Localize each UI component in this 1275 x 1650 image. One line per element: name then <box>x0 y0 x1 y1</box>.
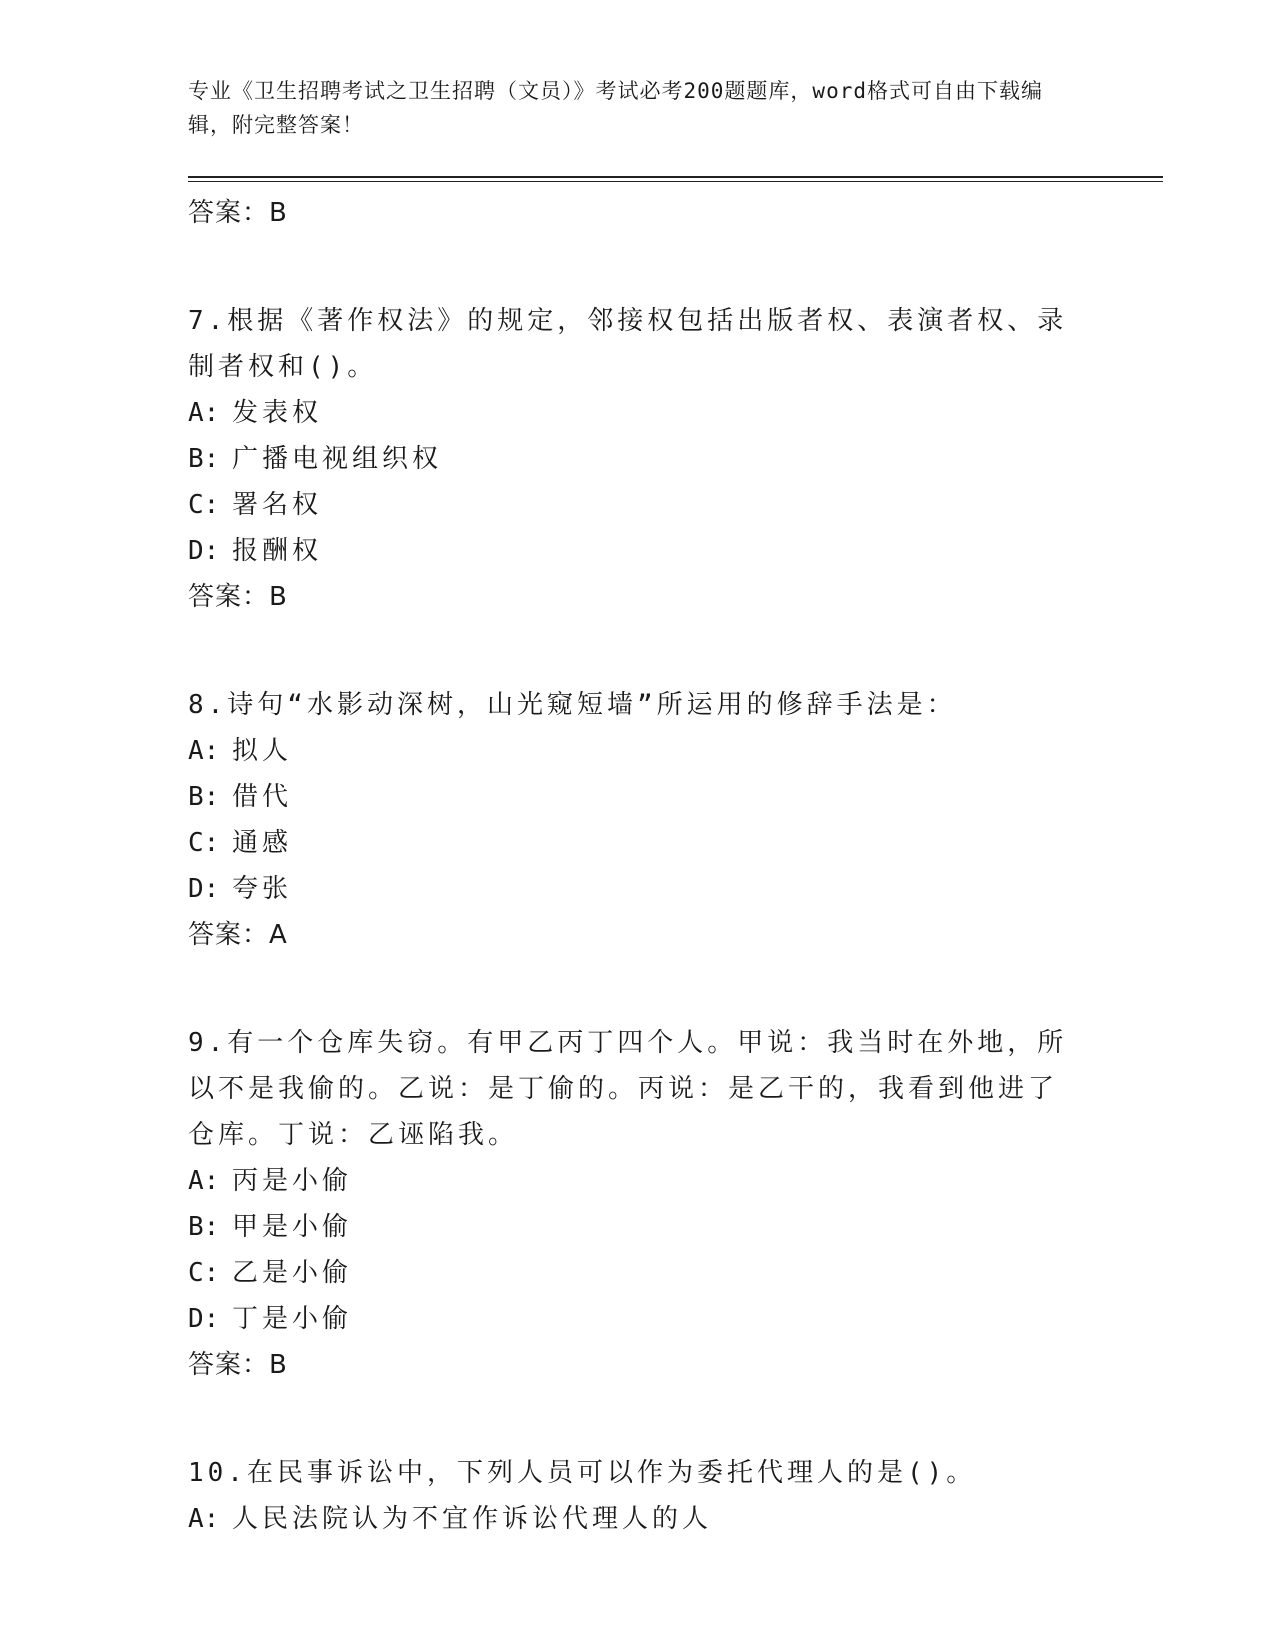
option-text: 报酬权 <box>232 536 323 566</box>
question-list <box>188 190 1068 1542</box>
option-item <box>188 436 1068 482</box>
option-item <box>188 1204 1068 1250</box>
option-text: 广播电视组织权 <box>232 444 443 474</box>
option-letter: A: <box>188 398 220 428</box>
question-stem: 10.在民事诉讼中，下列人员可以作为委托代理人的是()。 <box>188 1458 977 1488</box>
option-letter: D: <box>188 536 220 566</box>
option-letter: A: <box>188 736 220 766</box>
option-item <box>188 482 1068 528</box>
option-text: 丁是小偷 <box>232 1304 353 1334</box>
option-letter: C: <box>188 490 220 520</box>
answer-label: 答案：A <box>188 920 288 950</box>
option-item <box>188 728 1068 774</box>
option-item <box>188 1296 1068 1342</box>
option-item <box>188 820 1068 866</box>
header-divider <box>188 176 1163 178</box>
option-text: 甲是小偷 <box>232 1212 353 1242</box>
option-letter: B: <box>188 1212 220 1242</box>
option-text: 署名权 <box>232 490 323 520</box>
question-stem: 8.诗句“水影动深树，山光窥短墙”所运用的修辞手法是： <box>188 690 957 720</box>
question-stem: 9.有一个仓库失窃。有甲乙丙丁四个人。甲说：我当时在外地，所以不是我偷的。乙说：是丁偷的。丙说：是乙干的，我看到他进了仓库。丁说：乙诬陷我。 <box>188 1028 1068 1150</box>
option-item <box>188 390 1068 436</box>
option-letter: C: <box>188 828 220 858</box>
option-item <box>188 866 1068 912</box>
option-item <box>188 1496 1068 1542</box>
option-text: 丙是小偷 <box>232 1166 353 1196</box>
option-item <box>188 528 1068 574</box>
option-text: 夸张 <box>232 874 293 904</box>
answer-label: 答案：B <box>188 198 288 228</box>
question-stem: 7.根据《著作权法》的规定，邻接权包括出版者权、表演者权、录制者权和()。 <box>188 306 1068 382</box>
option-letter: A: <box>188 1504 220 1534</box>
page-header: 专业《卫生招聘考试之卫生招聘（文员）》考试必考200题题库，word格式可自由下载编辑，附完整答案！ <box>188 79 1043 137</box>
option-text: 借代 <box>232 782 293 812</box>
header-divider-thin <box>188 181 1163 182</box>
option-letter: B: <box>188 782 220 812</box>
option-letter: D: <box>188 874 220 904</box>
option-letter: D: <box>188 1304 220 1334</box>
option-item <box>188 774 1068 820</box>
option-text: 发表权 <box>232 398 323 428</box>
option-text: 人民法院认为不宜作诉讼代理人的人 <box>232 1504 713 1534</box>
option-letter: B: <box>188 444 220 474</box>
option-text: 通感 <box>232 828 293 858</box>
option-item <box>188 1250 1068 1296</box>
option-text: 乙是小偷 <box>232 1258 353 1288</box>
option-letter: A: <box>188 1166 220 1196</box>
option-text: 拟人 <box>232 736 293 766</box>
answer-label: 答案：B <box>188 582 288 612</box>
option-item <box>188 1158 1068 1204</box>
answer-label: 答案：B <box>188 1350 288 1380</box>
option-letter: C: <box>188 1258 220 1288</box>
